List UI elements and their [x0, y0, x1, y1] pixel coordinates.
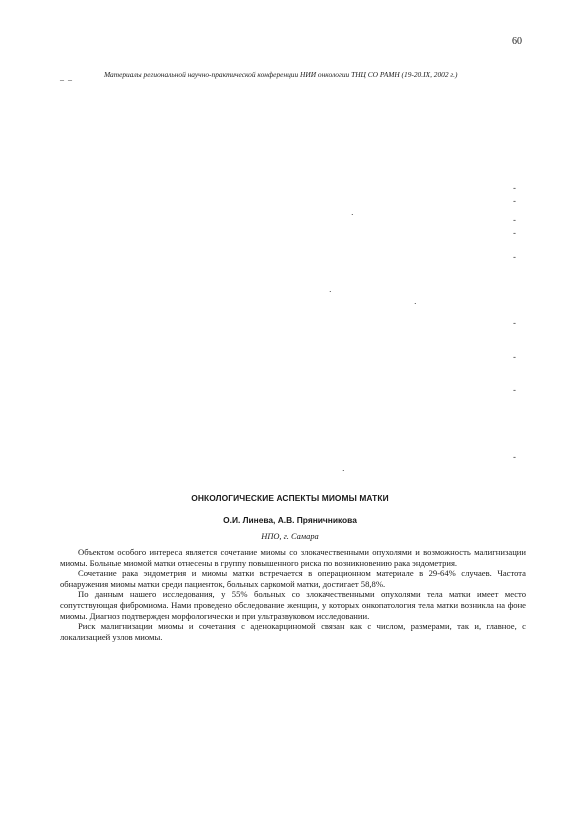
header-mark: _ _: [60, 73, 73, 82]
body-paragraph: Риск малигнизации миомы и сочетания с аденокарциномой связан как с числом, размерами, так и, главное, с локализацией узлов миомы.: [60, 621, 526, 642]
scan-speck: .: [329, 284, 332, 294]
scan-speck: -: [513, 215, 516, 225]
page-number: 60: [512, 36, 522, 47]
article-body: [60, 547, 526, 642]
article-authors: О.И. Линева, А.В. Пряничникова: [223, 515, 357, 525]
scan-speck: -: [513, 352, 516, 362]
scan-speck: -: [513, 196, 516, 206]
scan-speck: -: [513, 228, 516, 238]
scan-speck: .: [342, 463, 345, 473]
scan-speck: -: [513, 385, 516, 395]
scan-speck: -: [513, 252, 516, 262]
article-affiliation: НПО, г. Самара: [261, 532, 319, 541]
article-title: ОНКОЛОГИЧЕСКИЕ АСПЕКТЫ МИОМЫ МАТКИ: [191, 493, 389, 503]
running-header: Материалы региональной научно-практической конференции НИИ онкологии ТНЦ СО РАМН (19-20.IX, 2002 г.): [104, 70, 458, 79]
scan-speck: -: [513, 183, 516, 193]
scan-speck: .: [414, 296, 417, 306]
scan-speck: -: [513, 452, 516, 462]
body-paragraph: Сочетание рака эндометрия и миомы матки встречается в операционном материале в 29-64% случаев. Частота обнаружения миомы матки среди пациенток, больных саркомой матки, достигает 58,8%.: [60, 568, 526, 589]
body-paragraph: Объектом особого интереса является сочетание миомы со злокачественными опухолями и возможность малигнизации миомы. Больные миомой матки отнесены в группу повышенного риска по возникновению рака эндометрия.: [60, 547, 526, 568]
scan-speck: -: [513, 318, 516, 328]
body-paragraph: По данным нашего исследования, у 55% больных со злокачественными опухолями тела матки имеет место сопутствующая фибромиома. Нами проведено обследование женщин, у которых онкопатология тела матки возникла на фоне миомы. Диагноз подтвержден морфологически и при ультразвуковом исследовании.: [60, 589, 526, 621]
scan-speck: .: [351, 207, 354, 217]
